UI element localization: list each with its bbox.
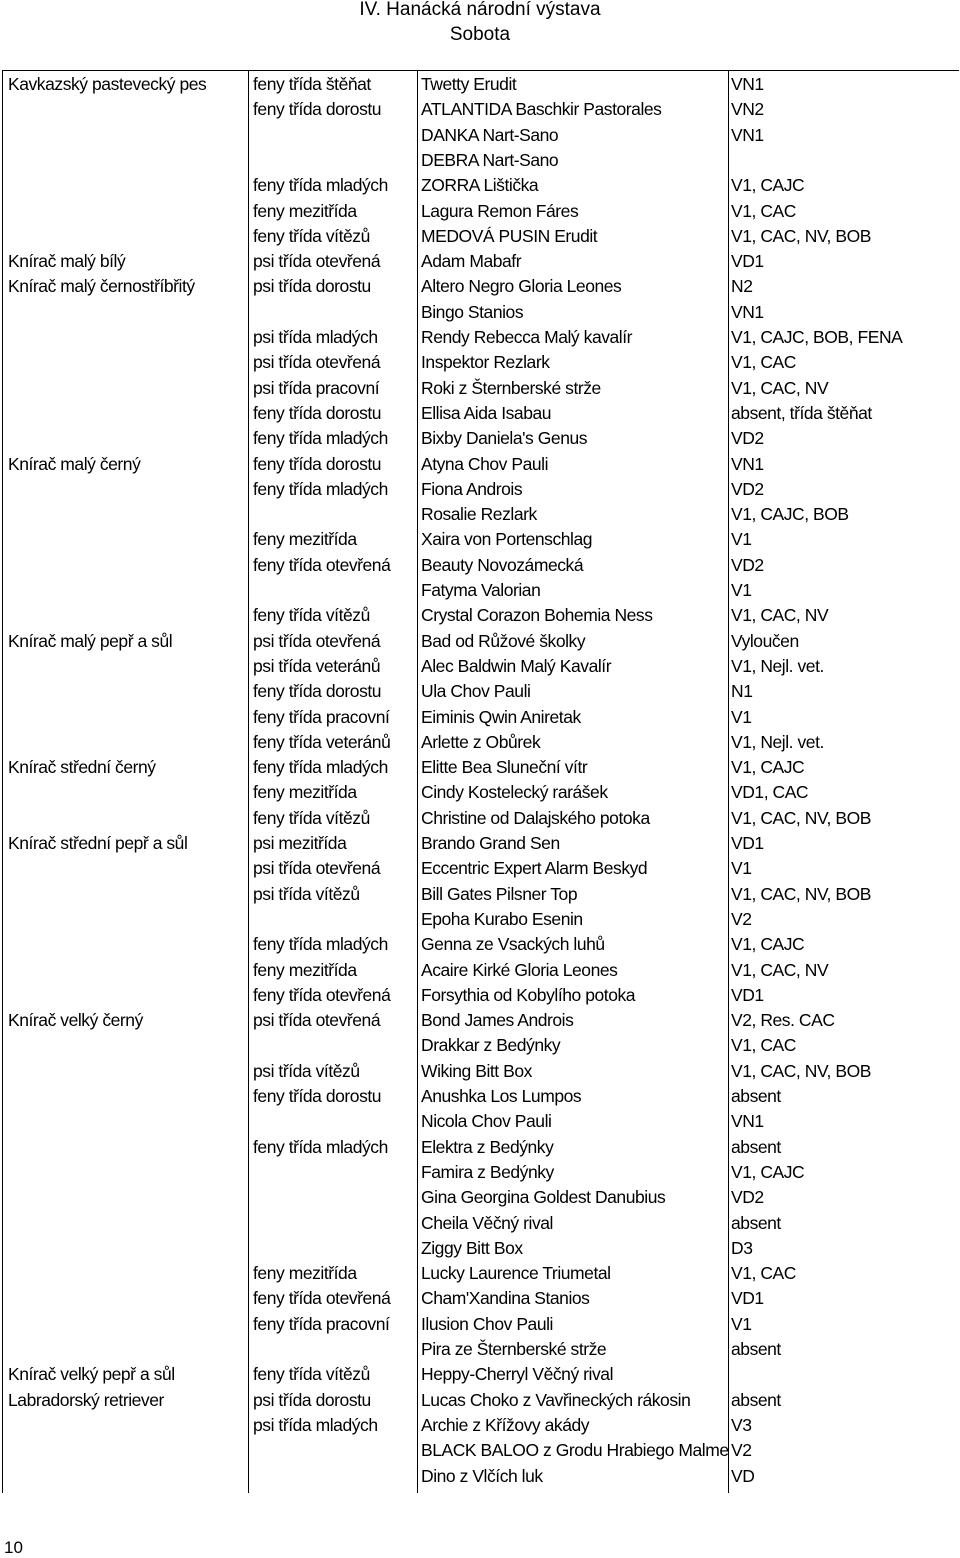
table-row (3, 324, 958, 349)
results-table (2, 70, 959, 1493)
class-cell: psi třída otevřená (253, 251, 381, 272)
breed-cell (8, 198, 248, 223)
table-row (3, 273, 958, 298)
dog-name-cell: Dino z Vlčích luk (421, 1465, 543, 1486)
dog-name-cell: Fiona Androis (421, 478, 523, 499)
result-cell: VN1 (731, 453, 764, 474)
class-cell: feny mezitřída (253, 782, 357, 803)
table-row (3, 476, 958, 501)
dog-name-cell: Christine od Dalajského potoka (421, 807, 650, 828)
table-row (3, 678, 958, 703)
breed-cell (8, 805, 248, 830)
breed-cell (8, 147, 248, 172)
breed-cell (8, 1032, 248, 1057)
class-cell: feny třída dorostu (253, 681, 382, 702)
class-cell: feny třída mladých (253, 934, 388, 955)
dog-name-cell: Rosalie Rezlark (421, 504, 537, 525)
breed-cell (8, 1083, 248, 1108)
class-cell: feny mezitřída (253, 959, 357, 980)
breed-cell: Kavkazský pastevecký pes (8, 74, 207, 94)
dog-name-cell: Eccentric Expert Alarm Beskyd (421, 858, 648, 879)
class-cell: psi třída otevřená (253, 630, 381, 651)
table-row (3, 779, 958, 804)
table-row (3, 602, 958, 627)
dog-name-cell: DANKA Nart-Sano (421, 124, 559, 145)
result-cell (731, 147, 959, 172)
table-row (3, 1412, 958, 1437)
dog-name-cell: Adam Mabafr (421, 251, 522, 272)
breed-cell: Knírač malý pepř a sůl (8, 630, 173, 651)
dog-name-cell: Acaire Kirké Gloria Leones (421, 959, 618, 980)
table-row (3, 400, 958, 425)
breed-cell (8, 501, 248, 526)
table-row (3, 1361, 958, 1386)
class-cell: psi třída pracovní (253, 377, 380, 398)
dog-name-cell: Ziggy Bitt Box (421, 1237, 523, 1258)
breed-cell (8, 96, 248, 121)
table-row (3, 704, 958, 729)
dog-name-cell: Atyna Chov Pauli (421, 453, 549, 474)
class-cell (253, 1235, 417, 1260)
breed-cell (8, 122, 248, 147)
table-row (3, 1260, 958, 1285)
table-row (3, 1437, 958, 1462)
result-cell: V1, CAC (731, 1263, 796, 1284)
breed-cell (8, 855, 248, 880)
class-cell (253, 1437, 417, 1462)
breed-cell: Knírač velký pepř a sůl (8, 1364, 175, 1385)
breed-cell (8, 1184, 248, 1209)
page-number: 10 (4, 1538, 23, 1557)
table-row (3, 248, 958, 273)
table-row (3, 1083, 958, 1108)
breed-cell (8, 172, 248, 197)
breed-cell (8, 678, 248, 703)
table-row (3, 1285, 958, 1310)
breed-cell: Knírač malý černý (8, 453, 141, 474)
result-cell: VD2 (731, 428, 764, 449)
dog-name-cell: Cindy Kostelecký rarášek (421, 782, 608, 803)
table-row (3, 1134, 958, 1159)
dog-name-cell: ATLANTIDA Baschkir Pastorales (421, 99, 662, 120)
breed-cell (8, 425, 248, 450)
breed-cell (8, 223, 248, 248)
table-row (3, 1058, 958, 1083)
result-cell: VD1 (731, 1288, 764, 1309)
dog-name-cell: Twetty Erudit (421, 74, 517, 94)
dog-name-cell: Inspektor Rezlark (421, 352, 550, 373)
dog-name-cell: Eiminis Qwin Aniretak (421, 706, 581, 727)
result-cell: V1, CAJC (731, 175, 805, 196)
breed-cell (8, 375, 248, 400)
class-cell: feny třída dorostu (253, 402, 382, 423)
class-cell: feny třída mladých (253, 175, 388, 196)
class-cell: psi třída mladých (253, 327, 378, 347)
result-cell: V2 (731, 1440, 752, 1461)
class-cell (253, 1336, 417, 1361)
table-row (3, 1108, 958, 1133)
table-row (3, 906, 958, 931)
dog-name-cell: Heppy-Cherryl Věčný rival (421, 1364, 614, 1385)
dog-name-cell: Alec Baldwin Malý Kavalír (421, 655, 612, 676)
result-cell: VD1 (731, 833, 764, 853)
dog-name-cell: Bingo Stanios (421, 301, 524, 322)
class-cell (253, 577, 417, 602)
class-cell (253, 1032, 417, 1057)
class-cell (253, 1210, 417, 1235)
breed-cell: Labradorský retriever (8, 1389, 164, 1410)
table-row (3, 172, 958, 197)
class-cell: feny třída vítězů (253, 1364, 370, 1385)
class-cell: feny třída pracovní (253, 1313, 390, 1334)
class-cell: feny třída štěňat (253, 74, 371, 94)
result-cell: Vyloučen (731, 630, 799, 651)
breed-cell (8, 957, 248, 982)
result-cell: absent, třída štěňat (731, 402, 872, 423)
class-cell: psi třída mladých (253, 1414, 378, 1435)
class-cell: feny třída vítězů (253, 225, 370, 246)
result-cell: V1, Nejl. vet. (731, 731, 824, 752)
table-row (3, 1235, 958, 1260)
table-row (3, 501, 958, 526)
dog-name-cell: Crystal Corazon Bohemia Ness (421, 605, 653, 626)
class-cell: psi mezitřída (253, 833, 347, 853)
class-cell: feny třída mladých (253, 428, 388, 449)
result-cell: V1, CAJC, BOB, FENA (731, 327, 903, 347)
result-cell: VN1 (731, 301, 764, 322)
result-cell: VN1 (731, 124, 764, 145)
breed-cell: Knírač malý bílý (8, 251, 126, 272)
class-cell: feny třída pracovní (253, 706, 390, 727)
result-cell: V1, Nejl. vet. (731, 655, 824, 676)
dog-name-cell: Lucas Choko z Vavřineckých rákosin (421, 1389, 691, 1410)
table-row (3, 1159, 958, 1184)
result-cell: VN1 (731, 74, 764, 94)
breed-cell (8, 931, 248, 956)
dog-name-cell: Cheila Věčný rival (421, 1212, 553, 1233)
result-cell: V1, CAJC (731, 1161, 805, 1182)
breed-cell (8, 1260, 248, 1285)
table-row (3, 577, 958, 602)
result-cell: V1, CAC (731, 352, 796, 373)
breed-cell (8, 602, 248, 627)
class-cell: feny třída otevřená (253, 554, 391, 575)
table-row (3, 1463, 958, 1488)
breed-cell: Knírač malý černostříbřitý (8, 276, 195, 297)
class-cell: feny třída veteránů (253, 731, 391, 752)
result-cell: V1, CAC, NV, BOB (731, 225, 871, 246)
result-cell: V1, CAJC (731, 757, 805, 778)
dog-name-cell: Bond James Androis (421, 1010, 574, 1031)
table-row (3, 1184, 958, 1209)
table-row (3, 198, 958, 223)
table-row (3, 71, 958, 96)
dog-name-cell: Ula Chov Pauli (421, 681, 531, 702)
breed-cell (8, 1159, 248, 1184)
result-cell: VD2 (731, 478, 764, 499)
breed-cell (8, 526, 248, 551)
dog-name-cell: Fatyma Valorian (421, 580, 541, 600)
dog-name-cell: Lagura Remon Fáres (421, 200, 579, 221)
result-cell: V1, CAC, NV (731, 377, 829, 398)
result-cell: VD (731, 1465, 755, 1486)
result-cell: V1 (731, 706, 752, 727)
page-title: IV. Hanácká národní výstava (359, 0, 601, 20)
result-cell: absent (731, 1136, 781, 1157)
dog-name-cell: Famira z Bedýnky (421, 1161, 554, 1182)
breed-cell (8, 704, 248, 729)
class-cell: feny třída vítězů (253, 605, 370, 626)
dog-name-cell: Roki z Šternberské strže (421, 377, 601, 398)
result-cell: VD2 (731, 554, 764, 575)
class-cell: feny třída mladých (253, 478, 388, 499)
result-cell: N1 (731, 681, 753, 702)
result-cell (731, 1361, 959, 1386)
dog-name-cell: Brando Grand Sen (421, 833, 560, 853)
result-cell: N2 (731, 276, 753, 297)
class-cell: feny třída mladých (253, 757, 388, 778)
table-row (3, 147, 958, 172)
breed-cell (8, 906, 248, 931)
dog-name-cell: Archie z Křížovy akády (421, 1414, 590, 1435)
table-row (3, 982, 958, 1007)
breed-cell (8, 476, 248, 501)
breed-cell (8, 1058, 248, 1083)
breed-cell (8, 1437, 248, 1462)
breed-cell (8, 729, 248, 754)
result-cell: V1, CAC, NV (731, 959, 829, 980)
result-cell: V1 (731, 580, 752, 600)
table-row (3, 1387, 958, 1412)
dog-name-cell: Bill Gates Pilsner Top (421, 883, 578, 904)
dog-name-cell: Epoha Kurabo Esenin (421, 908, 583, 929)
dog-name-cell: DEBRA Nart-Sano (421, 149, 559, 170)
result-cell: VD1, CAC (731, 782, 809, 803)
result-cell: V1, CAC, NV, BOB (731, 807, 871, 828)
dog-name-cell: Lucky Laurence Triumetal (421, 1263, 611, 1284)
table-row (3, 855, 958, 880)
breed-cell (8, 552, 248, 577)
dog-name-cell: Bixby Daniela's Genus (421, 428, 588, 449)
table-row (3, 1032, 958, 1057)
result-cell: VN2 (731, 99, 764, 120)
result-cell: absent (731, 1389, 781, 1410)
dog-name-cell: Arlette z Obůrek (421, 731, 541, 752)
result-cell: absent (731, 1086, 781, 1106)
breed-cell (8, 779, 248, 804)
result-cell: V2, Res. CAC (731, 1010, 835, 1031)
class-cell: psi třída vítězů (253, 1060, 360, 1081)
breed-cell (8, 1463, 248, 1488)
dog-name-cell: Nicola Chov Pauli (421, 1111, 552, 1132)
class-cell (253, 1108, 417, 1133)
result-cell: absent (731, 1339, 781, 1359)
result-cell: V1, CAC (731, 1035, 796, 1056)
breed-cell (8, 577, 248, 602)
breed-cell (8, 653, 248, 678)
breed-cell: Knírač střední pepř a sůl (8, 833, 188, 853)
table-row (3, 729, 958, 754)
breed-cell (8, 1210, 248, 1235)
result-cell: VN1 (731, 1111, 764, 1132)
class-cell: psi třída otevřená (253, 858, 381, 879)
class-cell: feny třída otevřená (253, 984, 391, 1005)
result-cell: VD2 (731, 1187, 764, 1208)
class-cell: feny třída vítězů (253, 807, 370, 828)
class-cell (253, 1159, 417, 1184)
table-row (3, 957, 958, 982)
dog-name-cell: Pira ze Šternberské strže (421, 1339, 607, 1359)
table-row (3, 375, 958, 400)
class-cell: psi třída dorostu (253, 276, 371, 297)
table-row (3, 881, 958, 906)
table-row (3, 653, 958, 678)
table-row (3, 1210, 958, 1235)
class-cell: feny třída dorostu (253, 1086, 382, 1106)
dog-name-cell: Ilusion Chov Pauli (421, 1313, 553, 1334)
breed-cell (8, 1412, 248, 1437)
class-cell (253, 1463, 417, 1488)
result-cell: V1, CAC, NV (731, 605, 829, 626)
dog-name-cell: Altero Negro Gloria Leones (421, 276, 622, 297)
breed-cell (8, 299, 248, 324)
breed-cell: Knírač velký černý (8, 1010, 143, 1031)
table-row (3, 754, 958, 779)
class-cell (253, 299, 417, 324)
result-cell: V1, CAJC, BOB (731, 504, 849, 525)
result-cell: V1, CAC, NV, BOB (731, 1060, 871, 1081)
result-cell: V1 (731, 858, 752, 879)
table-row (3, 349, 958, 374)
result-cell: V2 (731, 908, 752, 929)
breed-cell: Knírač střední černý (8, 757, 156, 778)
dog-name-cell: Elitte Bea Sluneční vítr (421, 757, 588, 778)
dog-name-cell: ZORRA Lištička (421, 175, 539, 196)
class-cell: feny třída dorostu (253, 453, 382, 474)
dog-name-cell: MEDOVÁ PUSIN Erudit (421, 225, 598, 246)
dog-name-cell: Bad od Růžové školky (421, 630, 586, 651)
class-cell: feny mezitřída (253, 1263, 357, 1284)
dog-name-cell: Genna ze Vsackých luhů (421, 934, 605, 955)
result-cell: V1 (731, 1313, 752, 1334)
breed-cell (8, 1311, 248, 1336)
class-cell: psi třída veteránů (253, 655, 381, 676)
result-cell: V3 (731, 1414, 752, 1435)
table-row (3, 931, 958, 956)
table-row (3, 96, 958, 121)
class-cell: psi třída dorostu (253, 1389, 371, 1410)
dog-name-cell: Wiking Bitt Box (421, 1060, 532, 1081)
page-subtitle: Sobota (449, 24, 511, 45)
breed-cell (8, 1235, 248, 1260)
table-row (3, 1311, 958, 1336)
dog-name-cell: Drakkar z Bedýnky (421, 1035, 561, 1056)
breed-cell (8, 881, 248, 906)
dog-name-cell: Xaira von Portenschlag (421, 529, 593, 550)
table-row (3, 451, 958, 476)
breed-cell (8, 1285, 248, 1310)
breed-cell (8, 400, 248, 425)
class-cell: feny třída dorostu (253, 99, 382, 120)
dog-name-cell: BLACK BALOO z Grodu Hrabiego Malme (421, 1440, 729, 1461)
breed-cell (8, 1134, 248, 1159)
breed-cell (8, 324, 248, 349)
class-cell (253, 1184, 417, 1209)
result-cell: V1, CAC, NV, BOB (731, 883, 871, 904)
class-cell (253, 501, 417, 526)
breed-cell (8, 1336, 248, 1361)
dog-name-cell: Forsythia od Kobylího potoka (421, 984, 636, 1005)
result-cell: D3 (731, 1237, 753, 1258)
table-row (3, 552, 958, 577)
class-cell: feny mezitřída (253, 200, 357, 221)
breed-cell (8, 1108, 248, 1133)
table-row (3, 425, 958, 450)
dog-name-cell: Gina Georgina Goldest Danubius (421, 1187, 666, 1208)
table-row (3, 122, 958, 147)
table-row (3, 223, 958, 248)
result-cell: VD1 (731, 251, 764, 272)
breed-cell (8, 349, 248, 374)
dog-name-cell: Elektra z Bedýnky (421, 1136, 554, 1157)
dog-name-cell: Anushka Los Lumpos (421, 1086, 582, 1106)
table-row (3, 628, 958, 653)
class-cell: feny třída mladých (253, 1136, 388, 1157)
result-cell: V1, CAC (731, 200, 796, 221)
table-row (3, 299, 958, 324)
class-cell: feny třída otevřená (253, 1288, 391, 1309)
result-cell: V1, CAJC (731, 934, 805, 955)
table-row (3, 1007, 958, 1032)
dog-name-cell: Rendy Rebecca Malý kavalír (421, 327, 633, 347)
dog-name-cell: Beauty Novozámecká (421, 554, 584, 575)
class-cell: feny mezitřída (253, 529, 357, 550)
result-cell: absent (731, 1212, 781, 1233)
breed-cell (8, 982, 248, 1007)
dog-name-cell: Ellisa Aida Isabau (421, 402, 552, 423)
class-cell: psi třída otevřená (253, 1010, 381, 1031)
table-row (3, 805, 958, 830)
dog-name-cell: Cham'Xandina Stanios (421, 1288, 590, 1309)
class-cell (253, 906, 417, 931)
result-cell: VD1 (731, 984, 764, 1005)
table-row (3, 1336, 958, 1361)
class-cell: psi třída vítězů (253, 883, 360, 904)
result-cell: V1 (731, 529, 752, 550)
table-row (3, 526, 958, 551)
class-cell: psi třída otevřená (253, 352, 381, 373)
table-row (3, 830, 958, 855)
class-cell (253, 122, 417, 147)
class-cell (253, 147, 417, 172)
